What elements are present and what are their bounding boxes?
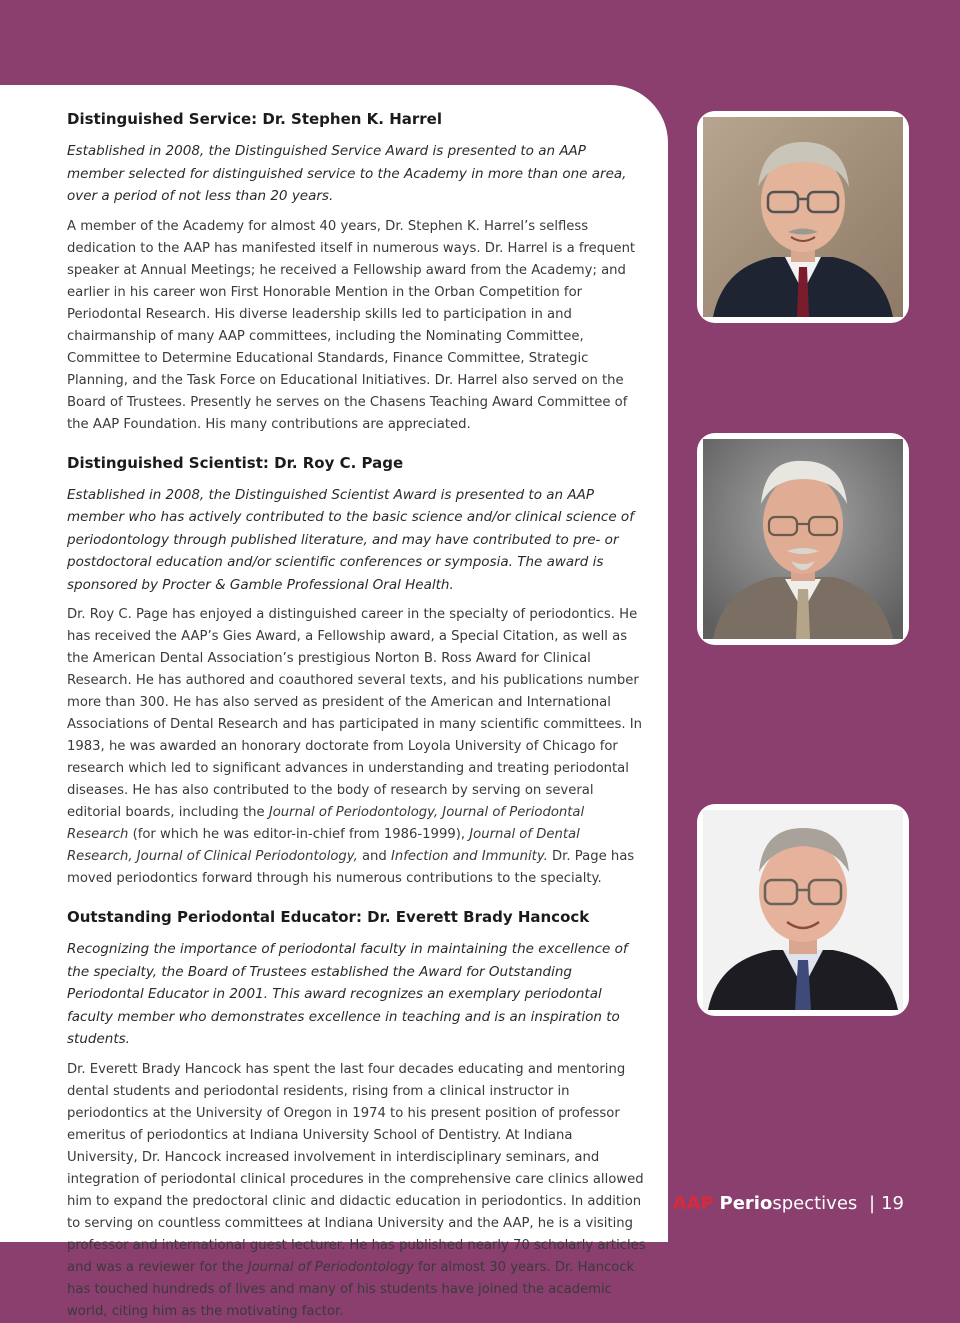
page-footer [673, 1193, 904, 1215]
section-heading: Distinguished Scientist: Dr. Roy C. Page [67, 453, 404, 472]
award-section-distinguished-scientist [67, 452, 647, 891]
portrait-photo [703, 439, 903, 639]
portrait-illustration [703, 439, 903, 639]
award-description: Recognizing the importance of periodontal faculty in maintaining the excellence of the specialty, the Board of Trustees established the Award for Outstanding Periodontal Educator in 2001. This award recognizes an exemplary periodontal faculty member who demonstrates excellence in teaching and is an inspiration to students. [67, 941, 628, 1047]
award-description: Established in 2008, the Distinguished Scientist Award is presented to an AAP member who has actively contributed to the basic science and/or clinical science of periodontology through published literature, and may have contributed to pre- or postdoctoral education and/or scientific conferences or symposia. The award is sponsored by Procter & Gamble Professional Oral Health. [67, 486, 634, 593]
portrait-illustration [703, 117, 903, 317]
article-column [67, 108, 647, 1323]
journal-title: Infection and Immunity. [390, 849, 548, 864]
award-description: Established in 2008, the Distinguished Service Award is presented to an AAP member selected for distinguished service to the Academy in more than one area, over a period of not less than 20 years. [67, 143, 627, 204]
bio-text: (for which he was editor-in-chief from 1986-1999), [128, 827, 470, 842]
bio-text: and [357, 849, 391, 864]
bio-text: Dr. Roy C. Page has enjoyed a distinguished career in the specialty of periodontics. He has received the AAP’s Gies Award, a Fellowship award, a Special Citation, as well as the American Dental Association’s prestigious Norton B. Ross Award for Clinical Research. He has authored and coauthored several texts, and his publications number more than 300. He has also served as president of the American and International Associations of Dental Research and has participated in many scientific committees. In 1983, he was awarded an honorary doctorate from Loyola University of Chicago for research which led to significant advances in understanding and treating periodontal diseases. He has also contributed to the body of research by serving on several editorial boards, including the [67, 607, 642, 820]
bio-text: for almost 30 years. Dr. Hancock has touched hundreds of lives and many of his students have joined the academic world, citing him as the motivating factor. [67, 1259, 635, 1319]
section-heading: Outstanding Periodontal Educator: Dr. Everett Brady Hancock [67, 908, 590, 926]
journal-title: Journal of Periodontology, Journal of Periodontal Research [67, 805, 585, 842]
bio-text: Dr. Page has moved periodontics forward through his numerous contributions to the specialty. [67, 849, 635, 886]
journal-title: Journal of Dental Research, Journal of Clinical Periodontology, [67, 827, 580, 864]
footer-separator: | [869, 1193, 876, 1214]
portrait-hancock [697, 804, 909, 1016]
brand-spectives: spectives [772, 1193, 858, 1214]
portrait-harrel [697, 111, 909, 323]
recipient-bio: A member of the Academy for almost 40 years, Dr. Stephen K. Harrel’s selfless dedication to the AAP has manifested itself in numerous ways. Dr. Harrel is a frequent speaker at Annual Meetings; he received a Fellowship award from the Academy; and earlier in his career won First Honorable Mention in the Orban Competition for Periodontal Research. His diverse leadership skills led to participation in and chairmanship of many AAP committees, including the Nominating Committee, Committee to Determine Educational Standards, Finance Committee, Strategic Planning, and the Task Force on Educational Initiatives. Dr. Harrel also served on the Board of Trustees. Presently he serves on the Chasens Teaching Award Committee of the AAP Foundation. His many contributions are appreciated. [67, 218, 636, 432]
recipient-bio [67, 604, 647, 890]
section-heading: Distinguished Service: Dr. Stephen K. Harrel [67, 110, 442, 128]
brand-perio: Perio [719, 1193, 773, 1214]
portrait-page [697, 433, 909, 645]
brand-aap: AAP [672, 1193, 714, 1214]
journal-title: Journal of Periodontology [247, 1259, 414, 1275]
portrait-photo [703, 117, 903, 317]
page-number: 19 [881, 1193, 904, 1214]
bio-text: Dr. Everett Brady Hancock has spent the last four decades educating and mentoring dental students and periodontal residents, rising from a clinical instructor in periodontics at the University of Oregon in 1974 to his present position of professor emeritus of periodontics at Indiana University School of Dentistry. At Indiana University, Dr. Hancock increased involvement in interdisciplinary seminars, and integration of periodontal clinical procedures in the comprehensive care clinics allowed him to expand the predoctoral clinic and didactic education in periodontics. In addition to serving on countless committees at Indiana University and the AAP, he is a visiting professor and international guest lecturer. He has published nearly 70 scholarly articles and was a reviewer for the [67, 1061, 646, 1275]
award-section-outstanding-educator [67, 906, 647, 1323]
award-section-distinguished-service [67, 108, 647, 436]
recipient-bio [67, 1059, 647, 1323]
portrait-illustration [703, 810, 903, 1010]
portrait-photo [703, 810, 903, 1010]
